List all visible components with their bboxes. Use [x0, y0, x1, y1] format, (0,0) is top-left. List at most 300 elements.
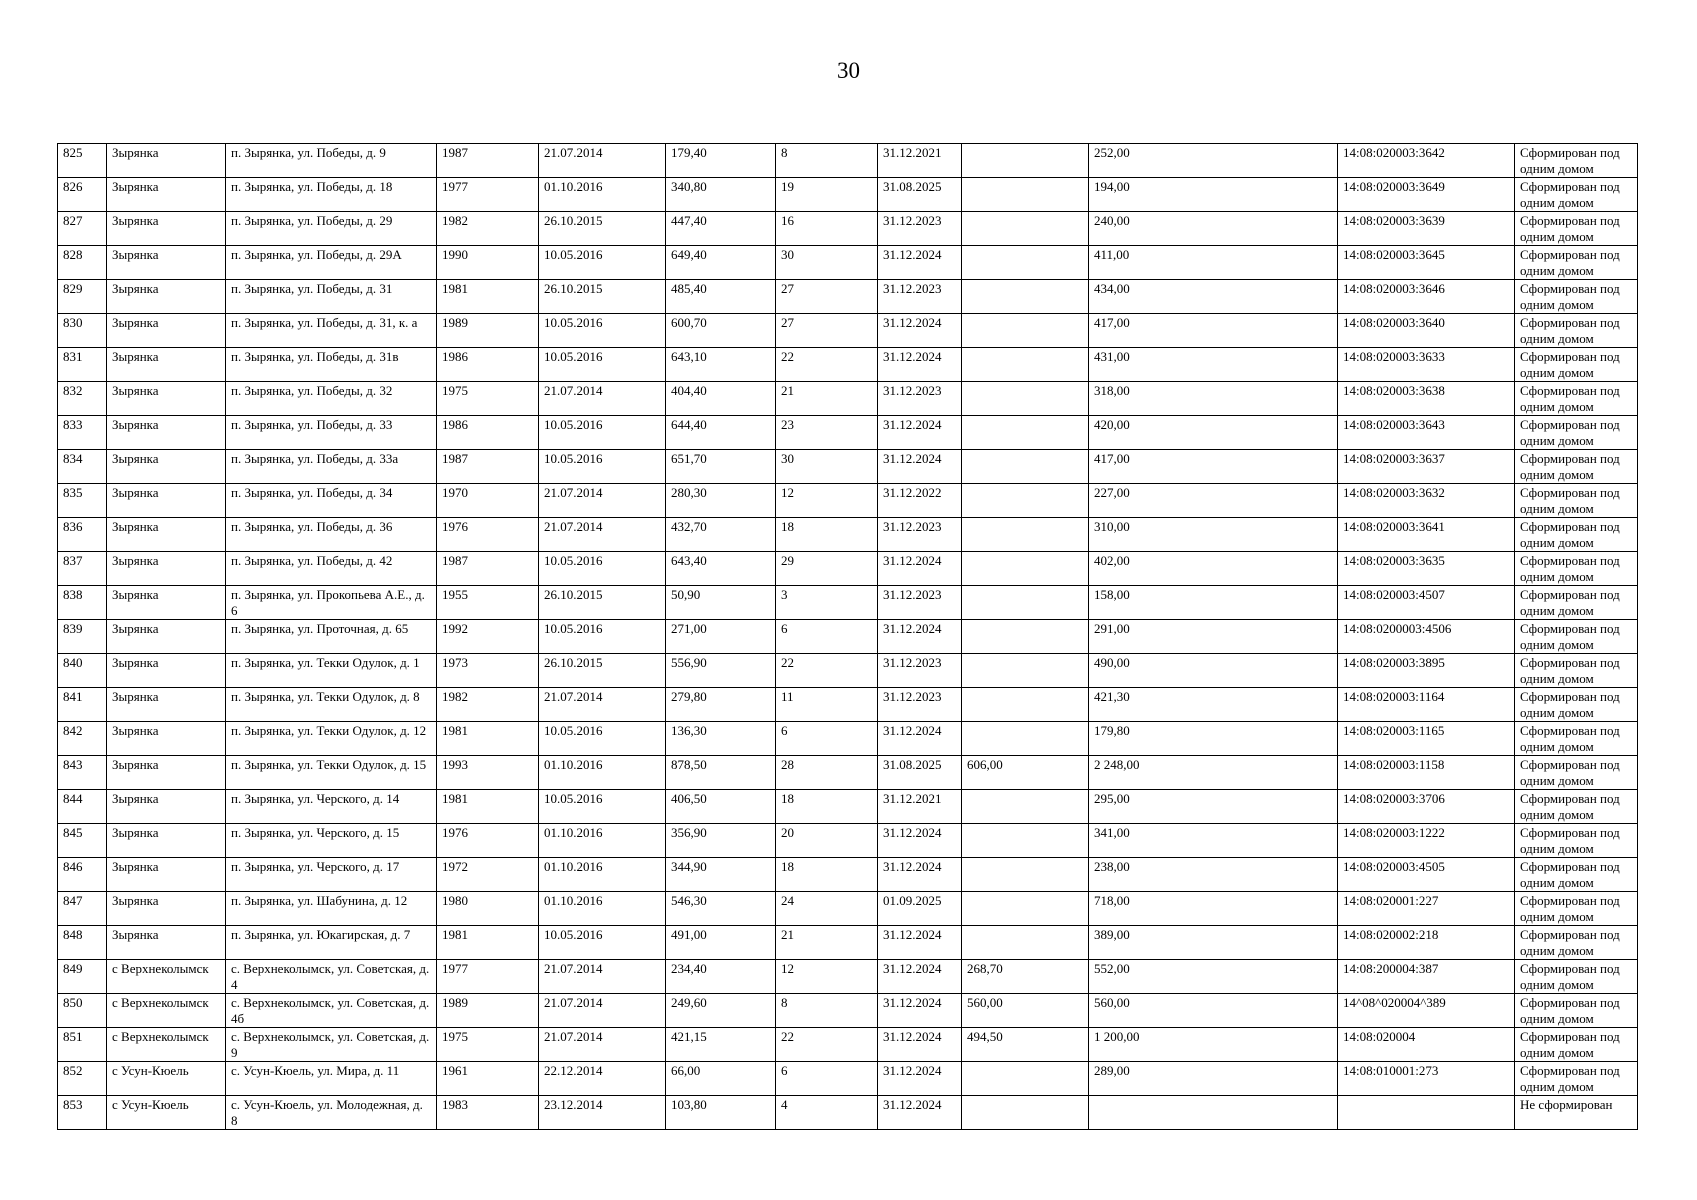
cell-row-number: 851	[58, 1028, 107, 1062]
cell-residents-count: 27	[776, 314, 878, 348]
cell-settlement: Зырянка	[107, 892, 226, 926]
cell-land-status: Сформирован под одним домом	[1515, 450, 1638, 484]
cell-land-area: 552,00	[1089, 960, 1338, 994]
cell-deadline-date: 31.12.2022	[878, 484, 962, 518]
cell-deadline-date: 31.12.2024	[878, 450, 962, 484]
cell-row-number: 836	[58, 518, 107, 552]
cell-residents-count: 16	[776, 212, 878, 246]
cell-deadline-date: 31.12.2024	[878, 314, 962, 348]
cell-land-area: 718,00	[1089, 892, 1338, 926]
cell-extra-area	[962, 790, 1089, 824]
cell-land-status: Сформирован под одним домом	[1515, 246, 1638, 280]
table-row	[58, 926, 1638, 960]
cell-row-number: 852	[58, 1062, 107, 1096]
cell-deadline-date: 31.12.2024	[878, 246, 962, 280]
cell-cadastral-number: 14:08:020003:3642	[1338, 144, 1515, 178]
cell-land-area: 238,00	[1089, 858, 1338, 892]
cell-land-status: Сформирован под одним домом	[1515, 586, 1638, 620]
cell-area: 556,90	[666, 654, 776, 688]
cell-residents-count: 24	[776, 892, 878, 926]
cell-settlement: с Усун-Кюель	[107, 1096, 226, 1130]
cell-address: с. Усун-Кюель, ул. Молодежная, д. 8	[226, 1096, 437, 1130]
cell-address: п. Зырянка, ул. Прокопьева А.Е., д. 6	[226, 586, 437, 620]
cell-deadline-date: 31.12.2024	[878, 1062, 962, 1096]
cell-year-built: 1982	[437, 688, 539, 722]
cell-land-status: Сформирован под одним домом	[1515, 314, 1638, 348]
table-row	[58, 450, 1638, 484]
cell-address: п. Зырянка, ул. Победы, д. 9	[226, 144, 437, 178]
cell-settlement: Зырянка	[107, 654, 226, 688]
cell-row-number: 831	[58, 348, 107, 382]
cell-inspection-date: 26.10.2015	[539, 212, 666, 246]
cell-land-status: Сформирован под одним домом	[1515, 416, 1638, 450]
cell-address: п. Зырянка, ул. Победы, д. 34	[226, 484, 437, 518]
cell-extra-area	[962, 620, 1089, 654]
cell-extra-area	[962, 1062, 1089, 1096]
cell-land-area: 158,00	[1089, 586, 1338, 620]
table-row	[58, 654, 1638, 688]
cell-land-status: Сформирован под одним домом	[1515, 824, 1638, 858]
cell-row-number: 849	[58, 960, 107, 994]
cell-land-area: 291,00	[1089, 620, 1338, 654]
cell-residents-count: 22	[776, 654, 878, 688]
table-row	[58, 1062, 1638, 1096]
cell-year-built: 1970	[437, 484, 539, 518]
cell-year-built: 1961	[437, 1062, 539, 1096]
cell-address: п. Зырянка, ул. Победы, д. 18	[226, 178, 437, 212]
cell-extra-area	[962, 212, 1089, 246]
cell-row-number: 825	[58, 144, 107, 178]
cell-land-status: Сформирован под одним домом	[1515, 484, 1638, 518]
table-row	[58, 960, 1638, 994]
table-row	[58, 586, 1638, 620]
cell-deadline-date: 31.08.2025	[878, 178, 962, 212]
cell-deadline-date: 31.12.2021	[878, 144, 962, 178]
cell-year-built: 1981	[437, 926, 539, 960]
cell-inspection-date: 21.07.2014	[539, 144, 666, 178]
cell-cadastral-number: 14:08:020003:3641	[1338, 518, 1515, 552]
cell-area: 878,50	[666, 756, 776, 790]
cell-row-number: 842	[58, 722, 107, 756]
cell-inspection-date: 22.12.2014	[539, 1062, 666, 1096]
cell-inspection-date: 10.05.2016	[539, 722, 666, 756]
cell-year-built: 1987	[437, 144, 539, 178]
cell-area: 50,90	[666, 586, 776, 620]
cell-inspection-date: 21.07.2014	[539, 518, 666, 552]
cell-land-status: Сформирован под одним домом	[1515, 756, 1638, 790]
cell-deadline-date: 31.12.2023	[878, 382, 962, 416]
cell-inspection-date: 10.05.2016	[539, 348, 666, 382]
cell-area: 406,50	[666, 790, 776, 824]
cell-address: с. Верхнеколымск, ул. Советская, д. 9	[226, 1028, 437, 1062]
cell-address: п. Зырянка, ул. Текки Одулок, д. 15	[226, 756, 437, 790]
cell-address: п. Зырянка, ул. Победы, д. 29	[226, 212, 437, 246]
cell-row-number: 833	[58, 416, 107, 450]
cell-row-number: 829	[58, 280, 107, 314]
cell-area: 447,40	[666, 212, 776, 246]
cell-year-built: 1976	[437, 824, 539, 858]
cell-land-area: 310,00	[1089, 518, 1338, 552]
cell-deadline-date: 31.12.2024	[878, 858, 962, 892]
cell-land-area: 179,80	[1089, 722, 1338, 756]
cell-inspection-date: 01.10.2016	[539, 858, 666, 892]
cell-year-built: 1977	[437, 960, 539, 994]
cell-land-status: Сформирован под одним домом	[1515, 654, 1638, 688]
cell-inspection-date: 23.12.2014	[539, 1096, 666, 1130]
cell-area: 249,60	[666, 994, 776, 1028]
cell-settlement: Зырянка	[107, 790, 226, 824]
cell-settlement: Зырянка	[107, 450, 226, 484]
cell-residents-count: 23	[776, 416, 878, 450]
cell-land-status: Сформирован под одним домом	[1515, 382, 1638, 416]
table-row	[58, 722, 1638, 756]
cell-land-status: Сформирован под одним домом	[1515, 1062, 1638, 1096]
cell-inspection-date: 21.07.2014	[539, 1028, 666, 1062]
cell-residents-count: 18	[776, 858, 878, 892]
cell-inspection-date: 01.10.2016	[539, 178, 666, 212]
cell-inspection-date: 26.10.2015	[539, 586, 666, 620]
cell-address: п. Зырянка, ул. Победы, д. 36	[226, 518, 437, 552]
cell-address: п. Зырянка, ул. Черского, д. 17	[226, 858, 437, 892]
cell-extra-area	[962, 518, 1089, 552]
cell-extra-area	[962, 382, 1089, 416]
cell-land-area: 411,00	[1089, 246, 1338, 280]
cell-cadastral-number	[1338, 1096, 1515, 1130]
cell-cadastral-number: 14:08:020003:1164	[1338, 688, 1515, 722]
cell-address: с. Верхнеколымск, ул. Советская, д. 4б	[226, 994, 437, 1028]
cell-deadline-date: 31.12.2023	[878, 586, 962, 620]
cell-extra-area	[962, 348, 1089, 382]
cell-residents-count: 19	[776, 178, 878, 212]
cell-area: 421,15	[666, 1028, 776, 1062]
cell-inspection-date: 26.10.2015	[539, 654, 666, 688]
cell-settlement: Зырянка	[107, 552, 226, 586]
cell-cadastral-number: 14:08:020003:3643	[1338, 416, 1515, 450]
cell-settlement: Зырянка	[107, 756, 226, 790]
cell-settlement: с Верхнеколымск	[107, 1028, 226, 1062]
cell-land-status: Сформирован под одним домом	[1515, 144, 1638, 178]
cell-area: 491,00	[666, 926, 776, 960]
cell-land-status: Сформирован под одним домом	[1515, 960, 1638, 994]
cell-cadastral-number: 14:08:020003:3640	[1338, 314, 1515, 348]
cell-year-built: 1982	[437, 212, 539, 246]
cell-inspection-date: 01.10.2016	[539, 892, 666, 926]
cell-inspection-date: 10.05.2016	[539, 416, 666, 450]
cell-inspection-date: 10.05.2016	[539, 620, 666, 654]
table-row	[58, 246, 1638, 280]
cell-residents-count: 3	[776, 586, 878, 620]
table-row	[58, 212, 1638, 246]
cell-year-built: 1975	[437, 382, 539, 416]
cell-year-built: 1977	[437, 178, 539, 212]
cell-inspection-date: 10.05.2016	[539, 450, 666, 484]
table-row	[58, 280, 1638, 314]
cell-land-status: Сформирован под одним домом	[1515, 620, 1638, 654]
cell-land-area: 227,00	[1089, 484, 1338, 518]
cell-inspection-date: 21.07.2014	[539, 484, 666, 518]
cell-cadastral-number: 14:08:020003:3637	[1338, 450, 1515, 484]
table-row	[58, 314, 1638, 348]
housing-registry-table	[57, 143, 1638, 1130]
cell-land-status: Сформирован под одним домом	[1515, 280, 1638, 314]
cell-settlement: Зырянка	[107, 518, 226, 552]
cell-extra-area	[962, 314, 1089, 348]
cell-deadline-date: 31.12.2023	[878, 280, 962, 314]
cell-area: 66,00	[666, 1062, 776, 1096]
table-row	[58, 858, 1638, 892]
cell-residents-count: 22	[776, 348, 878, 382]
cell-deadline-date: 31.08.2025	[878, 756, 962, 790]
cell-settlement: с Верхнеколымск	[107, 960, 226, 994]
cell-settlement: Зырянка	[107, 144, 226, 178]
cell-row-number: 843	[58, 756, 107, 790]
cell-land-status: Сформирован под одним домом	[1515, 926, 1638, 960]
cell-year-built: 1973	[437, 654, 539, 688]
cell-deadline-date: 31.12.2023	[878, 654, 962, 688]
table-row	[58, 416, 1638, 450]
cell-land-area	[1089, 1096, 1338, 1130]
cell-address: п. Зырянка, ул. Проточная, д. 65	[226, 620, 437, 654]
cell-extra-area: 560,00	[962, 994, 1089, 1028]
cell-land-status: Сформирован под одним домом	[1515, 790, 1638, 824]
cell-cadastral-number: 14:08:020003:3635	[1338, 552, 1515, 586]
cell-inspection-date: 26.10.2015	[539, 280, 666, 314]
cell-area: 279,80	[666, 688, 776, 722]
cell-land-area: 1 200,00	[1089, 1028, 1338, 1062]
cell-extra-area	[962, 654, 1089, 688]
cell-extra-area	[962, 688, 1089, 722]
cell-land-area: 341,00	[1089, 824, 1338, 858]
cell-residents-count: 12	[776, 484, 878, 518]
cell-area: 136,30	[666, 722, 776, 756]
cell-extra-area: 268,70	[962, 960, 1089, 994]
cell-residents-count: 8	[776, 994, 878, 1028]
cell-extra-area	[962, 280, 1089, 314]
cell-land-status: Сформирован под одним домом	[1515, 212, 1638, 246]
cell-land-area: 389,00	[1089, 926, 1338, 960]
cell-cadastral-number: 14^08^020004^389	[1338, 994, 1515, 1028]
cell-extra-area	[962, 416, 1089, 450]
cell-residents-count: 30	[776, 450, 878, 484]
cell-land-status: Сформирован под одним домом	[1515, 688, 1638, 722]
table-body	[58, 144, 1638, 1130]
cell-cadastral-number: 14:08:020003:3646	[1338, 280, 1515, 314]
cell-area: 404,40	[666, 382, 776, 416]
cell-inspection-date: 10.05.2016	[539, 552, 666, 586]
cell-deadline-date: 31.12.2023	[878, 212, 962, 246]
cell-land-status: Сформирован под одним домом	[1515, 518, 1638, 552]
cell-address: п. Зырянка, ул. Черского, д. 15	[226, 824, 437, 858]
cell-row-number: 830	[58, 314, 107, 348]
cell-extra-area	[962, 246, 1089, 280]
cell-address: п. Зырянка, ул. Шабунина, д. 12	[226, 892, 437, 926]
cell-area: 179,40	[666, 144, 776, 178]
cell-area: 344,90	[666, 858, 776, 892]
cell-deadline-date: 31.12.2024	[878, 552, 962, 586]
cell-cadastral-number: 14:08:020003:3639	[1338, 212, 1515, 246]
cell-year-built: 1955	[437, 586, 539, 620]
cell-residents-count: 20	[776, 824, 878, 858]
cell-residents-count: 18	[776, 790, 878, 824]
cell-address: п. Зырянка, ул. Победы, д. 32	[226, 382, 437, 416]
cell-year-built: 1989	[437, 314, 539, 348]
cell-cadastral-number: 14:08:020001:227	[1338, 892, 1515, 926]
cell-row-number: 839	[58, 620, 107, 654]
cell-land-status: Сформирован под одним домом	[1515, 348, 1638, 382]
table-row	[58, 348, 1638, 382]
cell-year-built: 1986	[437, 416, 539, 450]
cell-deadline-date: 31.12.2023	[878, 518, 962, 552]
cell-land-status: Не сформирован	[1515, 1096, 1638, 1130]
cell-cadastral-number: 14:08:010001:273	[1338, 1062, 1515, 1096]
cell-row-number: 853	[58, 1096, 107, 1130]
cell-address: п. Зырянка, ул. Черского, д. 14	[226, 790, 437, 824]
cell-address: п. Зырянка, ул. Юкагирская, д. 7	[226, 926, 437, 960]
cell-row-number: 844	[58, 790, 107, 824]
cell-extra-area	[962, 450, 1089, 484]
cell-area: 651,70	[666, 450, 776, 484]
cell-address: п. Зырянка, ул. Победы, д. 42	[226, 552, 437, 586]
cell-residents-count: 6	[776, 722, 878, 756]
cell-address: п. Зырянка, ул. Текки Одулок, д. 8	[226, 688, 437, 722]
cell-deadline-date: 31.12.2024	[878, 620, 962, 654]
cell-residents-count: 6	[776, 620, 878, 654]
cell-residents-count: 30	[776, 246, 878, 280]
cell-row-number: 832	[58, 382, 107, 416]
table-row	[58, 144, 1638, 178]
table-row	[58, 178, 1638, 212]
cell-settlement: Зырянка	[107, 688, 226, 722]
cell-address: п. Зырянка, ул. Победы, д. 31	[226, 280, 437, 314]
cell-extra-area: 606,00	[962, 756, 1089, 790]
cell-extra-area	[962, 586, 1089, 620]
cell-settlement: Зырянка	[107, 858, 226, 892]
cell-settlement: с Верхнеколымск	[107, 994, 226, 1028]
cell-residents-count: 29	[776, 552, 878, 586]
cell-land-status: Сформирован под одним домом	[1515, 858, 1638, 892]
cell-address: п. Зырянка, ул. Победы, д. 31, к. а	[226, 314, 437, 348]
cell-extra-area	[962, 892, 1089, 926]
cell-year-built: 1972	[437, 858, 539, 892]
table-row	[58, 1028, 1638, 1062]
cell-area: 356,90	[666, 824, 776, 858]
cell-residents-count: 27	[776, 280, 878, 314]
cell-row-number: 848	[58, 926, 107, 960]
cell-land-status: Сформирован под одним домом	[1515, 1028, 1638, 1062]
cell-deadline-date: 31.12.2024	[878, 416, 962, 450]
cell-row-number: 826	[58, 178, 107, 212]
cell-inspection-date: 10.05.2016	[539, 246, 666, 280]
table-row	[58, 688, 1638, 722]
cell-land-area: 420,00	[1089, 416, 1338, 450]
cell-residents-count: 22	[776, 1028, 878, 1062]
cell-deadline-date: 31.12.2024	[878, 824, 962, 858]
cell-cadastral-number: 14:08:020003:3638	[1338, 382, 1515, 416]
cell-settlement: Зырянка	[107, 212, 226, 246]
cell-row-number: 828	[58, 246, 107, 280]
cell-address: с. Верхнеколымск, ул. Советская, д. 4	[226, 960, 437, 994]
cell-land-status: Сформирован под одним домом	[1515, 994, 1638, 1028]
cell-inspection-date: 21.07.2014	[539, 382, 666, 416]
cell-residents-count: 21	[776, 926, 878, 960]
cell-cadastral-number: 14:08:020003:3895	[1338, 654, 1515, 688]
cell-extra-area	[962, 484, 1089, 518]
cell-area: 432,70	[666, 518, 776, 552]
cell-residents-count: 4	[776, 1096, 878, 1130]
table-row	[58, 620, 1638, 654]
cell-land-area: 2 248,00	[1089, 756, 1338, 790]
cell-residents-count: 12	[776, 960, 878, 994]
cell-area: 340,80	[666, 178, 776, 212]
cell-land-area: 289,00	[1089, 1062, 1338, 1096]
table-row	[58, 790, 1638, 824]
cell-area: 280,30	[666, 484, 776, 518]
cell-cadastral-number: 14:08:020003:3649	[1338, 178, 1515, 212]
cell-area: 103,80	[666, 1096, 776, 1130]
cell-inspection-date: 21.07.2014	[539, 994, 666, 1028]
cell-area: 643,10	[666, 348, 776, 382]
cell-row-number: 845	[58, 824, 107, 858]
cell-settlement: Зырянка	[107, 178, 226, 212]
cell-land-area: 434,00	[1089, 280, 1338, 314]
cell-row-number: 837	[58, 552, 107, 586]
cell-year-built: 1987	[437, 450, 539, 484]
cell-area: 600,70	[666, 314, 776, 348]
cell-extra-area	[962, 1096, 1089, 1130]
cell-land-area: 560,00	[1089, 994, 1338, 1028]
cell-cadastral-number: 14:08:0200003:4506	[1338, 620, 1515, 654]
cell-deadline-date: 01.09.2025	[878, 892, 962, 926]
cell-area: 546,30	[666, 892, 776, 926]
table-row	[58, 552, 1638, 586]
cell-year-built: 1983	[437, 1096, 539, 1130]
cell-area: 271,00	[666, 620, 776, 654]
cell-settlement: Зырянка	[107, 722, 226, 756]
cell-land-status: Сформирован под одним домом	[1515, 892, 1638, 926]
cell-cadastral-number: 14:08:200004:387	[1338, 960, 1515, 994]
cell-inspection-date: 01.10.2016	[539, 824, 666, 858]
table-row	[58, 994, 1638, 1028]
cell-deadline-date: 31.12.2024	[878, 348, 962, 382]
cell-inspection-date: 10.05.2016	[539, 790, 666, 824]
cell-row-number: 840	[58, 654, 107, 688]
cell-row-number: 834	[58, 450, 107, 484]
cell-year-built: 1990	[437, 246, 539, 280]
cell-address: п. Зырянка, ул. Победы, д. 29А	[226, 246, 437, 280]
cell-address: с. Усун-Кюель, ул. Мира, д. 11	[226, 1062, 437, 1096]
cell-deadline-date: 31.12.2024	[878, 1028, 962, 1062]
cell-land-area: 417,00	[1089, 450, 1338, 484]
cell-residents-count: 18	[776, 518, 878, 552]
cell-deadline-date: 31.12.2023	[878, 688, 962, 722]
cell-deadline-date: 31.12.2021	[878, 790, 962, 824]
table-row	[58, 1096, 1638, 1130]
cell-year-built: 1975	[437, 1028, 539, 1062]
cell-extra-area	[962, 178, 1089, 212]
cell-settlement: Зырянка	[107, 824, 226, 858]
cell-settlement: Зырянка	[107, 926, 226, 960]
cell-area: 649,40	[666, 246, 776, 280]
cell-row-number: 850	[58, 994, 107, 1028]
cell-inspection-date: 21.07.2014	[539, 688, 666, 722]
cell-row-number: 838	[58, 586, 107, 620]
cell-inspection-date: 01.10.2016	[539, 756, 666, 790]
cell-settlement: с Усун-Кюель	[107, 1062, 226, 1096]
cell-row-number: 847	[58, 892, 107, 926]
cell-land-area: 402,00	[1089, 552, 1338, 586]
cell-year-built: 1986	[437, 348, 539, 382]
cell-extra-area: 494,50	[962, 1028, 1089, 1062]
